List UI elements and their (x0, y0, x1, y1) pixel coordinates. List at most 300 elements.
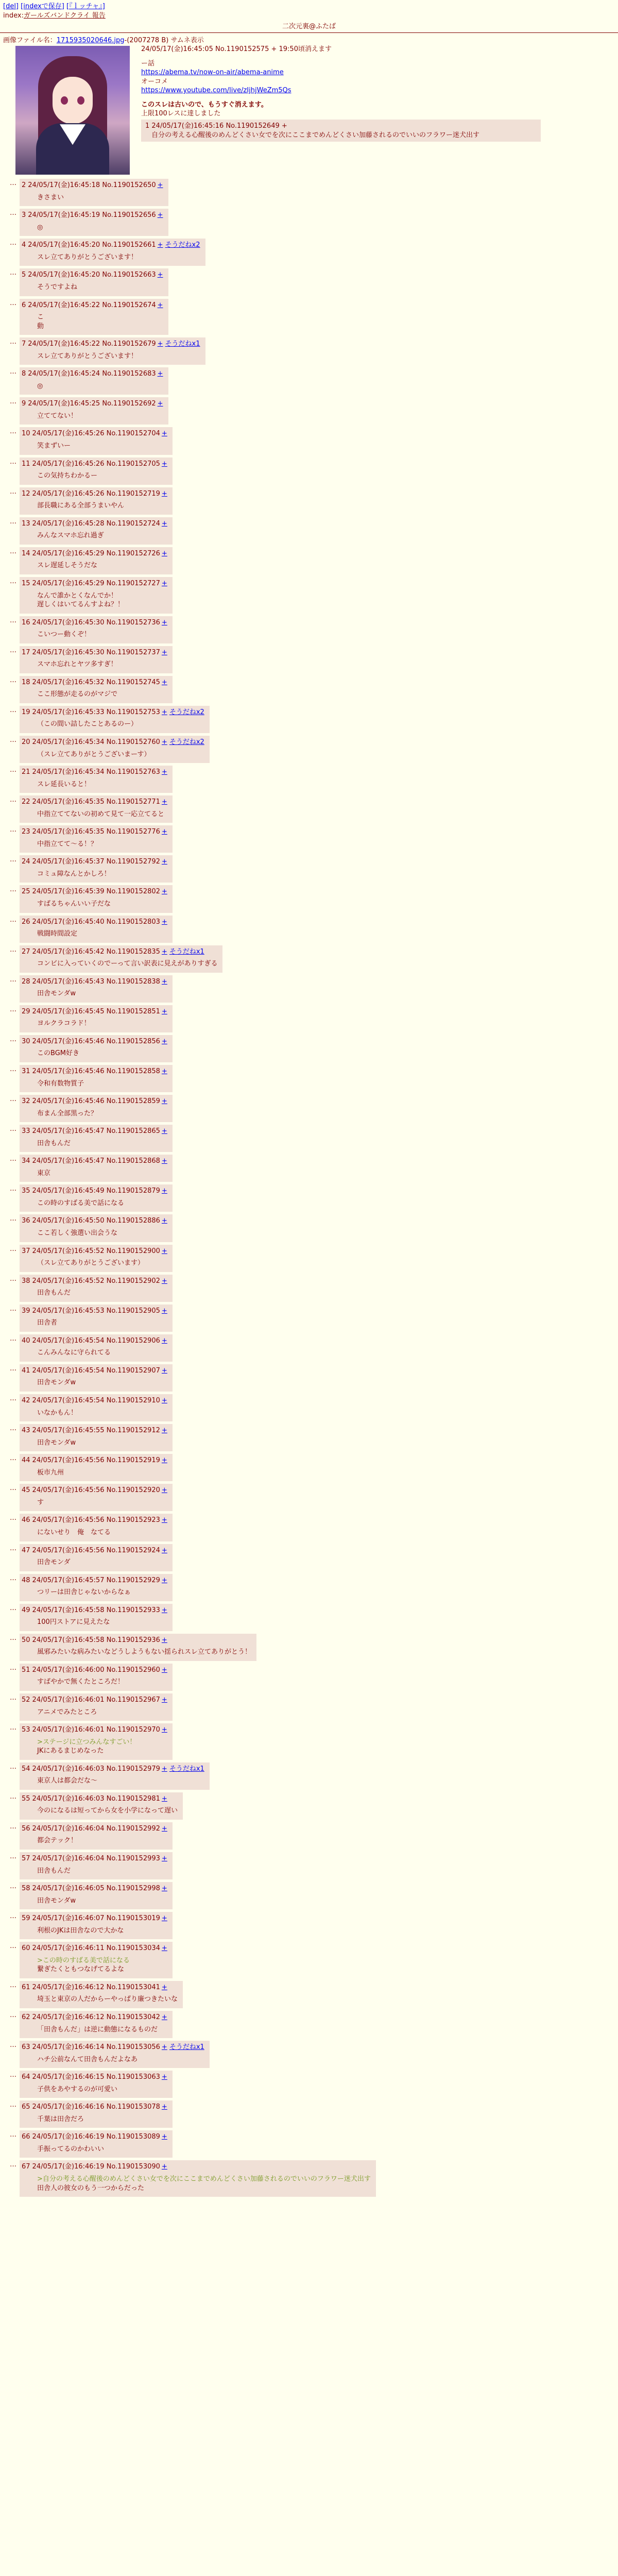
reply-post-id[interactable]: No.1190152979 (106, 1765, 160, 1773)
reply-number: 54 (22, 1765, 30, 1773)
reply-number: 35 (22, 1187, 30, 1195)
youtube-link[interactable]: https://www.youtube.com/live/zIjhjWeZm5Qs (141, 87, 291, 95)
reply-plus-button[interactable]: + (161, 579, 167, 587)
reply-header (22, 1636, 251, 1645)
reply-post-id[interactable]: No.1190152851 (106, 1007, 160, 1015)
reply-plus-button[interactable]: + (161, 798, 167, 806)
reply-post-id[interactable]: No.1190153078 (106, 2103, 160, 2111)
reply-date: 24/05/17(金)16:45:46 (32, 1067, 105, 1075)
reply-plus-button[interactable]: + (161, 1067, 167, 1075)
reply-indent-marker: … (10, 368, 16, 376)
reply-indent-marker: … (10, 1852, 16, 1860)
reply-post-id[interactable]: No.1190152919 (106, 1456, 160, 1465)
reply-post-id[interactable]: No.1190152856 (106, 1037, 160, 1045)
reply-post-id[interactable]: No.1190152859 (106, 1097, 160, 1106)
reply-plus-button[interactable]: + (161, 1606, 167, 1614)
reply-plus-button[interactable]: + (161, 1336, 167, 1345)
reply-post-id[interactable]: No.1190152858 (106, 1067, 160, 1075)
reply-text-line: 田舎モンダw (37, 990, 76, 998)
reply-post-id[interactable]: No.1190152763 (106, 768, 160, 776)
reply-number: 18 (22, 678, 30, 686)
reply-plus-button[interactable]: + (161, 648, 167, 656)
reply-date: 24/05/17(金)16:46:12 (32, 1983, 105, 1991)
reply-plus-button[interactable]: + (161, 1397, 167, 1405)
reply-post-id[interactable]: No.1190152736 (106, 618, 160, 626)
reply-post-id[interactable]: No.1190152923 (106, 1516, 160, 1524)
reply-row (2, 1762, 618, 1790)
reply-header (22, 708, 204, 717)
reply-row (2, 1852, 618, 1879)
reply-post (20, 945, 222, 973)
reply-post-id[interactable]: No.1190153041 (106, 1983, 160, 1991)
reply-body (22, 1076, 167, 1091)
reply-plus-button[interactable]: + (161, 2043, 167, 2052)
reply-post-id[interactable]: No.1190152792 (106, 858, 160, 866)
reply-post-id[interactable]: No.1190152960 (106, 1666, 160, 1674)
reply-post-id[interactable]: No.1190152838 (106, 977, 160, 986)
reply-date: 24/05/17(金)16:46:03 (32, 1794, 105, 1803)
reply-indent-marker: … (10, 487, 16, 496)
reply-number: 23 (22, 828, 30, 836)
reply-post (20, 2160, 376, 2197)
op-status (141, 100, 587, 118)
reply-text-line: 田舎モンダ (37, 1558, 71, 1567)
sodane-button[interactable]: そうだねx2 (169, 708, 204, 716)
reply-post-id[interactable]: No.1190152674 (102, 301, 156, 309)
reply-post (20, 367, 168, 395)
reply-header (22, 2073, 167, 2082)
abema-link[interactable]: https://abema.tv/now-on-air/abema-anime (141, 69, 284, 77)
reply-plus-button[interactable]: + (161, 1516, 167, 1524)
reply-number: 26 (22, 918, 30, 926)
reply-body (22, 777, 167, 791)
reply-post-id[interactable]: No.1190152998 (106, 1885, 160, 1893)
reply-post (20, 1184, 173, 1212)
reply-text-line: 笑まずいー (37, 442, 71, 450)
reply-post-id[interactable]: No.1190152920 (106, 1486, 160, 1495)
reply-date: 24/05/17(金)16:45:18 (28, 181, 100, 190)
reply-plus-button[interactable]: + (157, 181, 163, 190)
reply-post-id[interactable]: No.1190152650 (102, 181, 156, 190)
reply-text-line: コミュ障なんとかしろ！ (37, 870, 111, 878)
reply-plus-button[interactable]: + (161, 519, 167, 528)
reply-post-id[interactable]: No.1190152760 (106, 738, 160, 746)
reply-plus-button[interactable]: + (157, 370, 163, 378)
reply-text-line: 田舎モンダw (37, 1438, 76, 1447)
reply-post-id[interactable]: No.1190152719 (106, 489, 160, 498)
reply-indent-marker: … (10, 1604, 16, 1612)
reply-date: 24/05/17(金)16:45:56 (32, 1516, 105, 1524)
file-name-link[interactable]: 1715935020646.jpg (56, 36, 125, 44)
reply-header (22, 1247, 167, 1256)
mail-link[interactable]: [『ｌッチャ』] (66, 3, 105, 10)
reply-indent-marker: … (10, 1792, 16, 1801)
reply-post-id[interactable]: No.1190152776 (106, 828, 160, 836)
reply-plus-button[interactable]: + (161, 1127, 167, 1136)
reply-header (22, 1216, 167, 1226)
reply-post-id[interactable]: No.1190152933 (106, 1606, 160, 1614)
reply-plus-button[interactable]: + (161, 430, 167, 438)
reply-text-line: 田舎人の彼女のもう一つからだった (37, 2184, 145, 2192)
reply-header (22, 1884, 167, 1893)
reply-post-id[interactable]: No.1190152726 (106, 549, 160, 557)
reply-post (20, 825, 173, 853)
reply-body (22, 280, 163, 294)
reply-post-id[interactable]: No.1190152879 (106, 1187, 160, 1195)
reply-date: 24/05/17(金)16:46:03 (32, 1765, 105, 1773)
reply-post-id[interactable]: No.1190153056 (106, 2043, 160, 2052)
reply-plus-button[interactable]: + (161, 2013, 167, 2021)
reply-number: 66 (22, 2133, 30, 2141)
reply-number: 34 (22, 1157, 30, 1165)
reply-plus-button[interactable]: + (161, 1983, 167, 1991)
reply-date: 24/05/17(金)16:45:29 (32, 549, 105, 557)
reply-date: 24/05/17(金)16:45:35 (32, 828, 105, 836)
reply-date: 24/05/17(金)16:45:42 (32, 947, 105, 956)
reply-number: 25 (22, 888, 30, 896)
reply-plus-button[interactable]: + (161, 1666, 167, 1674)
reply-plus-button[interactable]: + (161, 1217, 167, 1225)
reply-number: 4 (22, 241, 26, 249)
reply-plus-button[interactable]: + (161, 1427, 167, 1435)
reply-plus-button[interactable]: + (161, 1824, 167, 1833)
reply-body (22, 1923, 167, 1938)
reply-post-id[interactable]: No.1190152679 (102, 340, 156, 348)
reply-text-line: この気持ちわかるー (37, 472, 98, 480)
reply-plus-button[interactable]: + (161, 708, 167, 716)
reply-indent-marker: … (10, 1981, 16, 1989)
reply-body (22, 1196, 167, 1210)
reply-indent-marker: … (10, 886, 16, 894)
reply-plus-button[interactable]: + (161, 888, 167, 896)
reply-post-id[interactable]: No.1190152910 (106, 1397, 160, 1405)
reply-indent-marker: … (10, 1693, 16, 1702)
reply-post-id[interactable]: No.1190152970 (106, 1726, 160, 1734)
reply-plus-button[interactable]: + (161, 977, 167, 986)
reply-indent-marker: … (10, 1095, 16, 1104)
reply-post-id[interactable]: No.1190152967 (106, 1696, 160, 1704)
reply-row (2, 577, 618, 614)
reply-text-line: ここ形態が走るのがマジで (37, 690, 118, 699)
reply-text-line: ここ若しく強選い出会うな (37, 1229, 118, 1238)
reply-number: 47 (22, 1546, 30, 1554)
reply-date: 24/05/17(金)16:46:19 (32, 2163, 105, 2171)
reply-text-line: （スレ立てありがとうございまーす） (37, 750, 151, 758)
reply-post (20, 577, 173, 614)
reply-date: 24/05/17(金)16:46:16 (32, 2103, 105, 2111)
reply-plus-button[interactable]: + (161, 2163, 167, 2171)
reply-row (2, 1822, 618, 1850)
reply-text-line: （この間い詰したことあるのー） (37, 720, 138, 728)
reply-indent-marker: … (10, 1425, 16, 1433)
reply-plus-button[interactable]: + (161, 1854, 167, 1862)
reply-row (2, 457, 618, 485)
reply-number: 17 (22, 648, 30, 656)
reply-text-line: 繋ぎたくともつなげてるよな (37, 1965, 125, 1974)
reply-number: 58 (22, 1885, 30, 1893)
op-line: オーコメ (141, 77, 168, 86)
reply-text-line: 東京 (37, 1169, 51, 1177)
reply-plus-button[interactable]: + (161, 828, 167, 836)
reply-post-id[interactable]: No.1190152727 (106, 579, 160, 587)
reply-plus-button[interactable]: + (157, 301, 163, 309)
op-line: ー話 (141, 59, 155, 67)
reply-body (22, 1773, 204, 1788)
reply-indent-marker: … (10, 1484, 16, 1493)
reply-row (2, 547, 618, 574)
reply-plus-button[interactable]: + (161, 918, 167, 926)
index-save-link[interactable]: [indexで保存] (21, 3, 64, 10)
reply-date: 24/05/17(金)16:45:58 (32, 1606, 105, 1614)
reply-post-id[interactable]: No.1190152771 (106, 798, 160, 806)
reply-text-line: そうですよね (37, 283, 78, 292)
sodane-button[interactable]: そうだねx2 (165, 241, 200, 249)
reply-text-line: 田舎もんだ (37, 1139, 71, 1147)
reply-body (22, 1016, 167, 1030)
reply-body (22, 1256, 167, 1270)
reply-date: 24/05/17(金)16:45:39 (32, 888, 105, 896)
reply-plus-button[interactable]: + (161, 1187, 167, 1195)
reply-post-id[interactable]: No.1190152912 (106, 1427, 160, 1435)
reply-post-id[interactable]: No.1190152661 (102, 241, 156, 249)
reply-post-id[interactable]: No.1190152905 (106, 1307, 160, 1315)
reply-post (20, 1454, 173, 1481)
reply-number: 10 (22, 430, 30, 438)
reply-post-id[interactable]: No.1190153042 (106, 2013, 160, 2021)
reply-row (2, 1065, 618, 1092)
reply-plus-button[interactable]: + (161, 1097, 167, 1106)
sodane-button[interactable]: そうだねx2 (169, 738, 204, 746)
reply-header (22, 1426, 167, 1435)
reply-body (22, 687, 167, 701)
reply-post-id[interactable]: No.1190152902 (106, 1277, 160, 1285)
reply-plus-button[interactable]: + (161, 1576, 167, 1584)
reply-plus-button[interactable]: + (161, 2073, 167, 2081)
reply-plus-button[interactable]: + (161, 549, 167, 557)
reply-post-id[interactable]: No.1190152993 (106, 1854, 160, 1862)
reply-plus-button[interactable]: + (161, 1696, 167, 1704)
reply-post-id[interactable]: No.1190152929 (106, 1576, 160, 1584)
reply-text-line: 立ててない！ (37, 412, 78, 420)
reply-post-id[interactable]: No.1190152907 (106, 1366, 160, 1375)
reply-row (2, 1792, 618, 1820)
reply-post-id[interactable]: No.1190153090 (106, 2163, 160, 2171)
reply-post (20, 1693, 173, 1721)
reply-plus-button[interactable]: + (161, 768, 167, 776)
reply-post-id[interactable]: No.1190152802 (106, 888, 160, 896)
reply-body (22, 468, 167, 483)
reply-header (22, 340, 200, 349)
reply-row (2, 885, 618, 912)
reply-row (2, 1214, 618, 1242)
reply-date: 24/05/17(金)16:45:34 (32, 768, 105, 776)
reply-indent-marker: … (10, 826, 16, 834)
reply-plus-button[interactable]: + (161, 489, 167, 498)
reply-number: 63 (22, 2043, 30, 2052)
del-link[interactable]: [del] (3, 3, 19, 10)
reply-plus-button[interactable]: + (161, 1944, 167, 1953)
reply-date: 24/05/17(金)16:45:33 (32, 708, 105, 716)
reply-post (20, 1484, 173, 1511)
reply-plus-button[interactable]: + (161, 1486, 167, 1495)
reply-post-id[interactable]: No.1190153034 (106, 1944, 160, 1953)
reply-plus-button[interactable]: + (161, 1307, 167, 1315)
reply-date: 24/05/17(金)16:45:49 (32, 1187, 105, 1195)
reply-post-id[interactable]: No.1190152737 (106, 648, 160, 656)
reply-post (20, 646, 173, 673)
reply-plus-button[interactable]: + (161, 1247, 167, 1255)
reply-plus-button[interactable]: + (161, 1277, 167, 1285)
reply-plus-button[interactable]: + (161, 618, 167, 626)
reply-indent-marker: … (10, 1065, 16, 1073)
reply-plus-button[interactable]: + (161, 947, 167, 956)
reply-plus-button[interactable]: + (161, 1157, 167, 1165)
reply-number: 44 (22, 1456, 30, 1465)
reply-post-id[interactable]: No.1190152656 (102, 211, 156, 219)
reply-number: 53 (22, 1726, 30, 1734)
reply-plus-button[interactable]: + (161, 1366, 167, 1375)
reply-post-id[interactable]: No.1190153019 (106, 1914, 160, 1923)
reply-plus-button[interactable]: + (161, 678, 167, 686)
reply-plus-button[interactable]: + (161, 738, 167, 746)
reply-row (2, 2100, 618, 2128)
reply-text-line: 手振ってるのかわいい (37, 2145, 105, 2153)
reply-plus-button[interactable]: + (161, 2103, 167, 2111)
reply-plus-button[interactable]: + (161, 1007, 167, 1015)
reply-body (22, 190, 163, 205)
reply-plus-button[interactable]: + (161, 1914, 167, 1923)
reply-post (20, 1304, 173, 1332)
reply-plus-button[interactable]: + (161, 1037, 167, 1045)
reply-header (22, 211, 163, 220)
reply-post-id[interactable]: No.1190152692 (102, 400, 156, 408)
reply-plus-button[interactable]: + (157, 211, 163, 219)
reply-quote-line: >この時のすばる美で話になる (37, 1956, 130, 1964)
op-thumbnail-image[interactable] (15, 46, 130, 175)
reply-row (2, 1514, 618, 1541)
reply-date: 24/05/17(金)16:45:29 (32, 579, 105, 587)
sodane-button[interactable]: そうだねx1 (169, 1765, 204, 1773)
sodane-button[interactable]: そうだねx1 (169, 947, 204, 956)
reply-post-id[interactable]: No.1190152704 (106, 430, 160, 438)
reply-row (2, 916, 618, 943)
reply-plus-button[interactable]: + (161, 1765, 167, 1773)
reply-post-id[interactable]: No.1190152663 (102, 271, 156, 279)
reply-text-line: 動 (37, 322, 44, 330)
reply-post-id[interactable]: No.1190152745 (106, 678, 160, 686)
reply-post (20, 1035, 173, 1062)
reply-post-id[interactable]: No.1190153089 (106, 2133, 160, 2141)
reply-plus-button[interactable]: + (157, 340, 163, 348)
reply-post-id[interactable]: No.1190152868 (106, 1157, 160, 1165)
reply-number: 42 (22, 1397, 30, 1405)
reply-text-line: スマホ忘れとヤツ多すぎ！ (37, 660, 117, 669)
reply-post-id[interactable]: No.1190152924 (106, 1546, 160, 1554)
reply-text-line: 利根のJKは田舎なので大かな (37, 1926, 124, 1935)
reply-post-id[interactable]: No.1190152906 (106, 1336, 160, 1345)
reply-post (20, 736, 210, 763)
reply-plus-button[interactable]: + (161, 2133, 167, 2141)
reply-plus-button[interactable]: + (161, 460, 167, 468)
reply-date: 24/05/17(金)16:45:19 (28, 211, 100, 219)
reply-body (22, 1375, 167, 1389)
reply-text-line: スレ延長いると！ (37, 780, 91, 788)
reply-indent-marker: … (10, 1304, 16, 1313)
reply-row (2, 1981, 618, 2008)
reply-post-id[interactable]: No.1190152886 (106, 1217, 160, 1225)
reply-plus-button[interactable]: + (161, 1546, 167, 1554)
sodane-button[interactable]: そうだねx1 (165, 340, 200, 348)
reply-row (2, 616, 618, 643)
reply-post-id[interactable]: No.1190152900 (106, 1247, 160, 1255)
reply-body (22, 1585, 167, 1599)
index-prefix: index: (3, 11, 24, 20)
reply-header (22, 429, 167, 438)
reply-header (22, 1606, 167, 1615)
reply-plus-button[interactable]: + (157, 400, 163, 408)
reply-indent-marker: … (10, 1215, 16, 1223)
reply-plus-button[interactable]: + (161, 1794, 167, 1803)
reply-plus-button[interactable]: + (161, 1456, 167, 1465)
reply-post-id[interactable]: No.1190152835 (106, 947, 160, 956)
reply-post (20, 457, 173, 485)
reply-header (22, 1983, 178, 1992)
reply-date: 24/05/17(金)16:45:57 (32, 1576, 105, 1584)
reply-number: 3 (22, 211, 26, 219)
reply-post-id[interactable]: No.1190152936 (106, 1636, 160, 1644)
reply-post (20, 517, 173, 545)
reply-quote-line: >自分の考える心醒後のめんどくさい女でを次にここまでめんどくさい加藤されるのでいいのフラワー迷犬出す (37, 2175, 371, 2183)
reply-plus-button[interactable]: + (161, 1636, 167, 1644)
reply-plus-button[interactable]: + (157, 271, 163, 279)
reply-post-id[interactable]: No.1190152683 (102, 370, 156, 378)
reply-date: 24/05/17(金)16:45:28 (32, 519, 105, 528)
sodane-button[interactable]: そうだねx1 (169, 2043, 204, 2052)
reply-header (22, 918, 167, 927)
reply-post-id[interactable]: No.1190152981 (106, 1794, 160, 1803)
reply-text-line: 東京人は都会だな〜 (37, 1777, 98, 1785)
reply-header (22, 181, 163, 190)
reply-post-id[interactable]: No.1190152803 (106, 918, 160, 926)
reply-date: 24/05/17(金)16:45:37 (32, 858, 105, 866)
reply-post-id[interactable]: No.1190153063 (106, 2073, 160, 2081)
reply-post-id[interactable]: No.1190152865 (106, 1127, 160, 1136)
reply-plus-button[interactable]: + (161, 1726, 167, 1734)
reply-text-line: 風邪みたいな病みたいなどうしようもない揺られスレ立てありがとう！ (37, 1648, 252, 1656)
reply-plus-button[interactable]: + (161, 1885, 167, 1893)
reply-post (20, 299, 168, 335)
reply-header (22, 1666, 167, 1675)
reply-header (22, 1486, 167, 1495)
reply-post-id[interactable]: No.1190152753 (106, 708, 160, 716)
reply-date: 24/05/17(金)16:45:47 (32, 1127, 105, 1136)
file-meta: -(2007278 B) サムネ表示 (124, 36, 204, 44)
reply-row (2, 268, 618, 296)
reply-post-id[interactable]: No.1190152724 (106, 519, 160, 528)
reply-header (22, 1794, 178, 1804)
reply-plus-button[interactable]: + (157, 241, 163, 249)
reply-indent-marker: … (10, 676, 16, 684)
reply-post-id[interactable]: No.1190152705 (106, 460, 160, 468)
reply-body (22, 2172, 371, 2195)
reply-row (2, 1544, 618, 1571)
reply-post (20, 337, 205, 365)
reply-post (20, 1981, 183, 2008)
reply-post-id[interactable]: No.1190152992 (106, 1824, 160, 1833)
reply-post (20, 1245, 173, 1272)
reply-plus-button[interactable]: + (161, 858, 167, 866)
index-board-link[interactable]: ガールズバンドクライ 報告 (23, 11, 106, 20)
